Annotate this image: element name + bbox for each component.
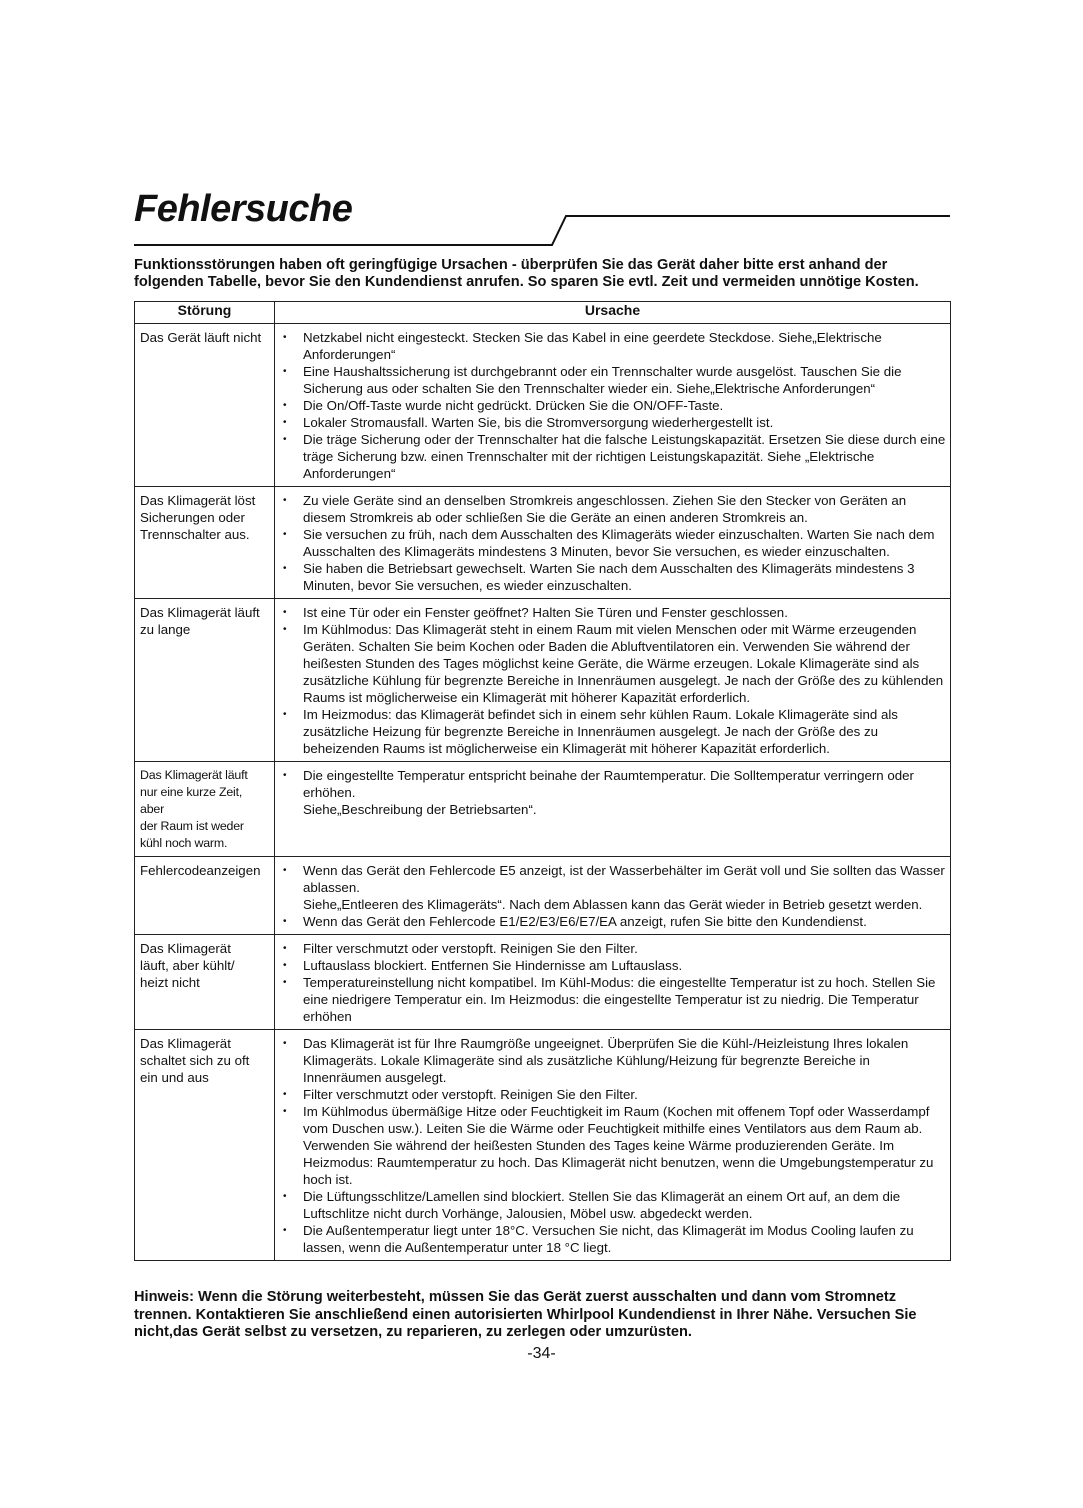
cause-item <box>281 621 946 706</box>
table-row <box>135 487 951 599</box>
cause-text: Eine Haushaltssicherung ist durchgebrannt oder ein Trennschalter wurde ausgelöst. Tauschen Sie die Sicherung aus oder schalten Sie den Trennschalter wieder ein. Siehe„Elektrische Anforderungen“ <box>303 364 902 396</box>
cause-text: Sie versuchen zu früh, nach dem Ausschalten des Klimageräts wieder einzuschalten. Warten Sie nach dem Ausschalten des Klimageräts mindestens 3 Minuten, bevor Sie versuchen, es wieder einzuschalten. <box>303 527 935 559</box>
cause-text: Zu viele Geräte sind an denselben Stromkreis angeschlossen. Ziehen Sie den Stecker von Geräten an diesem Stromkreis ab oder schließen Sie die Geräte an einen anderen Stromkreis an. <box>303 493 907 525</box>
cause-item <box>281 526 946 560</box>
cause-list <box>281 1035 946 1256</box>
cause-text: Im Heizmodus: das Klimagerät befindet sich in einem sehr kühlen Raum. Lokale Klimageräte sind als zusätzliche Heizung für begrenzte Bereiche in Innenräumen ausgelegt. Je nach der Größe des zu beheizenden Raums ist möglicherweise ein Klimagerät mit höherer Kapazität erforderlich. <box>303 707 898 756</box>
cause-item <box>281 492 946 526</box>
cause-item <box>281 913 946 930</box>
table-row <box>135 935 951 1030</box>
table-row <box>135 857 951 935</box>
header-problem: Störung <box>135 302 275 324</box>
cause-item <box>281 862 946 913</box>
problem-text: aber <box>140 802 164 816</box>
table-row <box>135 762 951 857</box>
cause-list <box>281 604 946 757</box>
cause-item <box>281 1222 946 1256</box>
problem-text: schaltet sich zu oft <box>140 1053 250 1068</box>
cause-list <box>281 492 946 594</box>
table-row <box>135 1030 951 1261</box>
cause-text: Die Außentemperatur liegt unter 18°C. Versuchen Sie nicht, das Klimagerät im Modus Cooling laufen zu lassen, wenn die Außentemperatur unter 18 °C liegt. <box>303 1223 914 1255</box>
problem-text: ein und aus <box>140 1070 209 1085</box>
page-title: Fehlersuche <box>134 188 353 230</box>
cause-cell <box>275 857 951 935</box>
cause-item <box>281 414 946 431</box>
cause-text: Die On/Off-Taste wurde nicht gedrückt. Drücken Sie die ON/OFF-Taste. <box>303 398 724 413</box>
cause-item <box>281 431 946 482</box>
intro-text: Funktionsstörungen haben oft geringfügige Ursachen - überprüfen Sie das Gerät daher bitte erst anhand der folgenden Tabelle, bevor Sie den Kundendienst anrufen. So sparen Sie evtl. Zeit und vermeiden unnötige Kosten. <box>134 257 919 290</box>
cause-cell <box>275 935 951 1030</box>
cause-item <box>281 560 946 594</box>
hint-note: Hinweis: Wenn die Störung weiterbesteht, müssen Sie das Gerät zuerst ausschalten und dann vom Stromnetz trennen. Kontaktieren Sie anschließend einen autorisierten Whirlpool Kundendienst in Ihrer Nähe. Versuchen Sie nicht,das Gerät selbst zu versetzen, zu reparieren, zu zerlegen oder umzurüsten. <box>134 1289 917 1340</box>
cause-text: Im Kühlmodus: Das Klimagerät steht in einem Raum mit vielen Menschen oder mit Wärme erzeugenden Geräten. Schalten Sie beim Kochen oder Baden die Abluftventilatoren ein. Verwenden Sie während der heißesten Stunden des Tages möglichst keine Geräte, die Wärme erzeugen. Lokale Klimageräte sind als zusätzliche Kühlung für begrenzte Bereiche in Innenräumen ausgelegt. Je nach der Größe des zu kühlenden Raums ist möglicherweise ein Klimagerät mit höherer Kapazität erforderlich. <box>303 622 944 705</box>
problem-cell <box>135 599 275 762</box>
cause-item <box>281 706 946 757</box>
cause-text: Die Lüftungsschlitze/Lamellen sind blockiert. Stellen Sie das Klimagerät an einem Ort auf, an dem die Luftschlitze nicht durch Vorhänge, Jalousien, Möbel usw. abgedeckt werden. <box>303 1189 901 1221</box>
cause-item <box>281 604 946 621</box>
cause-item <box>281 1188 946 1222</box>
cause-item <box>281 974 946 1025</box>
cause-item <box>281 767 946 801</box>
problem-text: Sicherungen oder <box>140 510 245 525</box>
cause-list <box>281 862 946 930</box>
cause-text: Wenn das Gerät den Fehlercode E5 anzeigt, ist der Wasserbehälter im Gerät voll und Sie sollten das Wasser ablassen. <box>303 863 945 895</box>
cause-item <box>281 397 946 414</box>
troubleshooting-table <box>134 301 951 1261</box>
header-cause: Ursache <box>275 302 951 324</box>
problem-text: kühl noch warm. <box>140 836 228 850</box>
cause-text: Die eingestellte Temperatur entspricht beinahe der Raumtemperatur. Die Solltemperatur verringern oder erhöhen. <box>303 768 914 800</box>
problem-text: nur eine kurze Zeit, <box>140 785 243 799</box>
cause-text: Das Klimagerät ist für Ihre Raumgröße ungeeignet. Überprüfen Sie die Kühl-/Heizleistung Ihres lokalen Klimageräts. Lokale Klimageräte sind als zusätzliche Kühlung/Heizung für begrenzte Bereiche in Innenräumen ausgelegt. <box>303 1036 909 1085</box>
cause-text: Temperatureinstellung nicht kompatibel. Im Kühl-Modus: die eingestellte Temperatur ist zu hoch. Stellen Sie eine niedrigere Temperatur ein. Im Heizmodus: die eingestellte Temperatur ist zu niedrig. Die Temperatur erhöhen <box>303 975 936 1024</box>
cause-cell <box>275 1030 951 1261</box>
cause-text: Ist eine Tür oder ein Fenster geöffnet? Halten Sie Türen und Fenster geschlossen. <box>303 605 788 620</box>
cause-item <box>281 363 946 397</box>
cause-item <box>281 940 946 957</box>
cause-text: Lokaler Stromausfall. Warten Sie, bis die Stromversorgung wiederhergestellt ist. <box>303 415 774 430</box>
problem-text: Das Klimagerät läuft <box>140 605 260 620</box>
problem-cell <box>135 935 275 1030</box>
problem-cell <box>135 487 275 599</box>
cause-list <box>281 767 946 818</box>
problem-text: Trennschalter aus. <box>140 527 250 542</box>
cause-note: Siehe„Beschreibung der Betriebsarten“. <box>303 802 537 817</box>
cause-text: Die träge Sicherung oder der Trennschalter hat die falsche Leistungskapazität. Ersetzen Sie diese durch eine träge Sicherung bzw. einen Trennschalter mit der richtigen Leistungskapazität. Siehe „Elektrische Anforderungen“ <box>303 432 946 481</box>
problem-cell <box>135 857 275 935</box>
problem-cell <box>135 324 275 487</box>
cause-cell <box>275 762 951 857</box>
table-row <box>135 599 951 762</box>
cause-text: Wenn das Gerät den Fehlercode E1/E2/E3/E6/E7/EA anzeigt, rufen Sie bitte den Kundendienst. <box>303 914 867 929</box>
table-row <box>135 324 951 487</box>
cause-text: Luftauslass blockiert. Entfernen Sie Hindernisse am Luftauslass. <box>303 958 683 973</box>
problem-cell <box>135 762 275 857</box>
problem-text: läuft, aber kühlt/ <box>140 958 235 973</box>
problem-text: zu lange <box>140 622 191 637</box>
cause-text: Filter verschmutzt oder verstopft. Reinigen Sie den Filter. <box>303 1087 638 1102</box>
cause-text: Im Kühlmodus übermäßige Hitze oder Feuchtigkeit im Raum (Kochen mit offenem Topf oder Wasserdampf vom Duschen usw.). Leiten Sie die Wärme oder Feuchtigkeit mithilfe eines Ventilators aus dem Raum ab. Verwenden Sie während der heißesten Stunden des Tages keine Wärme produzierenden Geräte. Im Heizmodus: Raumtemperatur zu hoch. Das Klimagerät nicht benutzen, wenn die Umgebungstemperatur zu hoch ist. <box>303 1104 934 1187</box>
problem-text: heizt nicht <box>140 975 200 990</box>
table-header-row <box>135 302 951 324</box>
cause-text: Netzkabel nicht eingesteckt. Stecken Sie das Kabel in eine geerdete Steckdose. Siehe„Elektrische Anforderungen“ <box>303 330 882 362</box>
cause-cell <box>275 599 951 762</box>
title-underline <box>0 0 1083 260</box>
problem-text: Das Klimagerät <box>140 1036 231 1051</box>
problem-text: Das Klimagerät <box>140 941 231 956</box>
cause-cell <box>275 487 951 599</box>
problem-text: Das Gerät läuft nicht <box>140 330 262 345</box>
cause-item <box>281 329 946 363</box>
cause-item <box>281 1035 946 1086</box>
problem-text: Das Klimagerät läuft <box>140 768 248 782</box>
problem-text: Fehlercodeanzeigen <box>140 863 261 878</box>
cause-text: Filter verschmutzt oder verstopft. Reinigen Sie den Filter. <box>303 941 638 956</box>
cause-item <box>281 957 946 974</box>
cause-text: Sie haben die Betriebsart gewechselt. Warten Sie nach dem Ausschalten des Klimageräts mindestens 3 Minuten, bevor Sie versuchen, es wieder einzuschalten. <box>303 561 915 593</box>
cause-note: Siehe„Entleeren des Klimageräts“. Nach dem Ablassen kann das Gerät wieder in Betrieb gesetzt werden. <box>303 897 923 912</box>
cause-list <box>281 329 946 482</box>
cause-cell <box>275 324 951 487</box>
problem-text: Das Klimagerät löst <box>140 493 256 508</box>
cause-list <box>281 940 946 1025</box>
problem-cell <box>135 1030 275 1261</box>
problem-text: der Raum ist weder <box>140 819 244 833</box>
cause-item <box>281 1103 946 1188</box>
cause-item <box>281 1086 946 1103</box>
page-number: -34- <box>527 1345 556 1362</box>
